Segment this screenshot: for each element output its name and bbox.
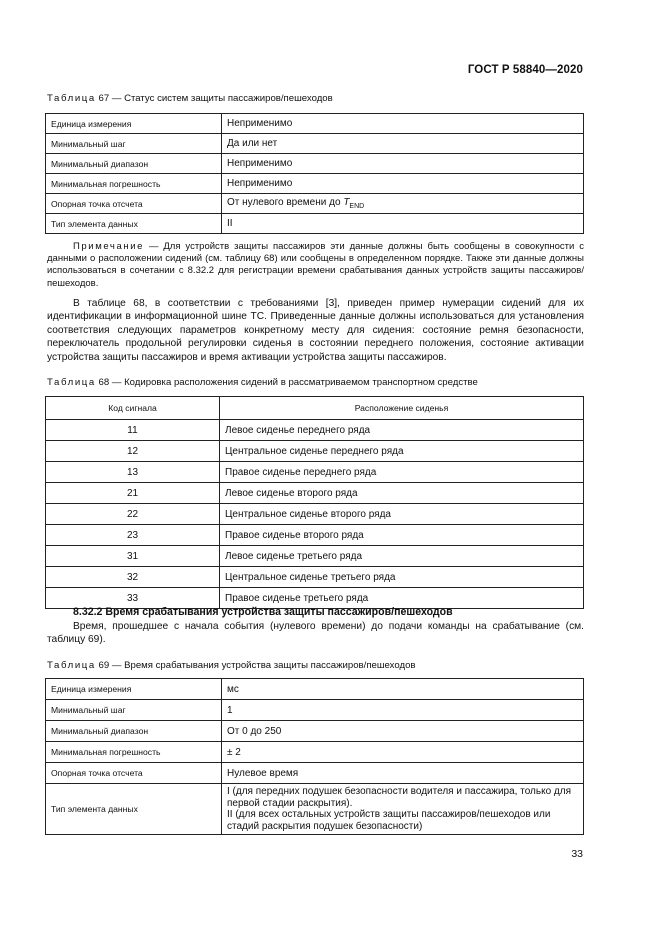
table-69-caption	[47, 660, 416, 671]
table-row	[46, 154, 584, 174]
row-value: ± 2	[222, 742, 584, 763]
row-label: Опорная точка отсчета	[46, 194, 222, 214]
table-row	[46, 721, 584, 742]
table-row	[46, 114, 584, 134]
table-68-caption-word: Таблица	[47, 377, 96, 388]
table-row	[46, 134, 584, 154]
signal-code: 11	[46, 420, 220, 441]
seat-location: Левое сиденье переднего ряда	[220, 420, 584, 441]
table-row	[46, 700, 584, 721]
row-label: Опорная точка отсчета	[46, 763, 222, 784]
seat-location: Центральное сиденье переднего ряда	[220, 441, 584, 462]
table-67-caption	[47, 93, 333, 104]
table-row	[46, 441, 584, 462]
row-value: Неприменимо	[222, 174, 584, 194]
seat-location: Правое сиденье переднего ряда	[220, 462, 584, 483]
table-header-row	[46, 397, 584, 420]
table-row	[46, 420, 584, 441]
row-value	[222, 194, 584, 214]
row-value: 1	[222, 700, 584, 721]
row-value: Нулевое время	[222, 763, 584, 784]
row-value: Неприменимо	[222, 114, 584, 134]
table-row	[46, 194, 584, 214]
row-label: Тип элемента данных	[46, 784, 222, 835]
document-code: ГОСТ Р 58840—2020	[467, 64, 583, 76]
table-row	[46, 462, 584, 483]
table-67	[45, 113, 584, 234]
table-row	[46, 483, 584, 504]
table-row	[46, 679, 584, 700]
t-end-symbol: T	[343, 197, 350, 208]
row-label: Единица измерения	[46, 679, 222, 700]
row-value: От 0 до 250	[222, 721, 584, 742]
row-label: Минимальная погрешность	[46, 174, 222, 194]
column-header-location: Расположение сиденья	[220, 397, 584, 420]
signal-code: 23	[46, 525, 220, 546]
row-label: Тип элемента данных	[46, 214, 222, 234]
table-68	[45, 396, 584, 609]
table-69-caption-text: 69 — Время срабатывания устройства защиты пассажиров/пешеходов	[98, 660, 416, 671]
page-number: 33	[571, 848, 583, 860]
row-value: Неприменимо	[222, 154, 584, 174]
row-value: II	[222, 214, 584, 234]
table-68-caption	[47, 377, 478, 388]
type-value-line-2: II (для всех остальных устройств защиты пассажиров/пешеходов или стадий раскрытия подушек безопасности)	[227, 809, 551, 832]
row-label: Минимальная погрешность	[46, 742, 222, 763]
seat-location: Центральное сиденье третьего ряда	[220, 567, 584, 588]
table-row	[46, 546, 584, 567]
table-67-caption-text: 67 — Статус систем защиты пассажиров/пешеходов	[98, 93, 333, 104]
table-row	[46, 763, 584, 784]
seat-location: Правое сиденье второго ряда	[220, 525, 584, 546]
signal-code: 13	[46, 462, 220, 483]
signal-code: 12	[46, 441, 220, 462]
row-value	[222, 784, 584, 835]
table-row	[46, 214, 584, 234]
t-end-subscript: END	[349, 203, 365, 210]
seat-location: Центральное сиденье второго ряда	[220, 504, 584, 525]
row-label: Минимальный шаг	[46, 700, 222, 721]
table-row	[46, 504, 584, 525]
signal-code: 32	[46, 567, 220, 588]
row-label: Минимальный диапазон	[46, 721, 222, 742]
table-69	[45, 678, 584, 835]
note-word: Примечание	[73, 241, 144, 252]
seat-location: Левое сиденье второго ряда	[220, 483, 584, 504]
row-label: Единица измерения	[46, 114, 222, 134]
section-text: Время, прошедшее с начала события (нулевого времени) до подачи команды на срабатывание (см. таблицу 69).	[47, 621, 584, 646]
row-value: Да или нет	[222, 134, 584, 154]
table-row	[46, 567, 584, 588]
section-heading: 8.32.2 Время срабатывания устройства защиты пассажиров/пешеходов	[73, 606, 453, 618]
table-row	[46, 742, 584, 763]
table-row	[46, 174, 584, 194]
table-row	[46, 784, 584, 835]
table-row	[46, 525, 584, 546]
body-paragraph: В таблице 68, в соответствии с требованиями [3], приведен пример нумерации сидений для их идентификации в информационной шине ТС. Приведенные данные должны использоваться для установления соответствия следующих параметров конкретному месту для сидения: состояние ремня безопасности, переключатель продольной регулировки сиденья в состоянии переднего положения, состояние активации устройства защиты пассажиров и время активации устройства защиты пассажиров.	[47, 298, 584, 363]
row-label: Минимальный шаг	[46, 134, 222, 154]
table-69-caption-word: Таблица	[47, 660, 96, 671]
signal-code: 22	[46, 504, 220, 525]
table-67-caption-word: Таблица	[47, 93, 96, 104]
row-value-text: От нулевого времени до	[227, 197, 344, 208]
signal-code: 33	[46, 588, 220, 609]
row-value: мс	[222, 679, 584, 700]
table-67-note	[47, 241, 584, 290]
table-68-caption-text: 68 — Кодировка расположения сидений в рассматриваемом транспортном средстве	[98, 377, 478, 388]
column-header-code: Код сигнала	[46, 397, 220, 420]
seat-location: Правое сиденье третьего ряда	[220, 588, 584, 609]
note-text: — Для устройств защиты пассажиров эти данные должны быть сообщены в совокупности с данными о расположении сидений (см. таблицу 68) или сообщены в определенном порядке. Также эти данные должны использоваться в сочетании с 8.32.2 для регистрации времени срабатывания данных устройств защиты пассажиров/пешеходов.	[47, 241, 584, 289]
type-value-line-1: I (для передних подушек безопасности водителя и пассажира, только для первой стадии раскрытия).	[227, 786, 571, 809]
signal-code: 31	[46, 546, 220, 567]
seat-location: Левое сиденье третьего ряда	[220, 546, 584, 567]
signal-code: 21	[46, 483, 220, 504]
row-label: Минимальный диапазон	[46, 154, 222, 174]
